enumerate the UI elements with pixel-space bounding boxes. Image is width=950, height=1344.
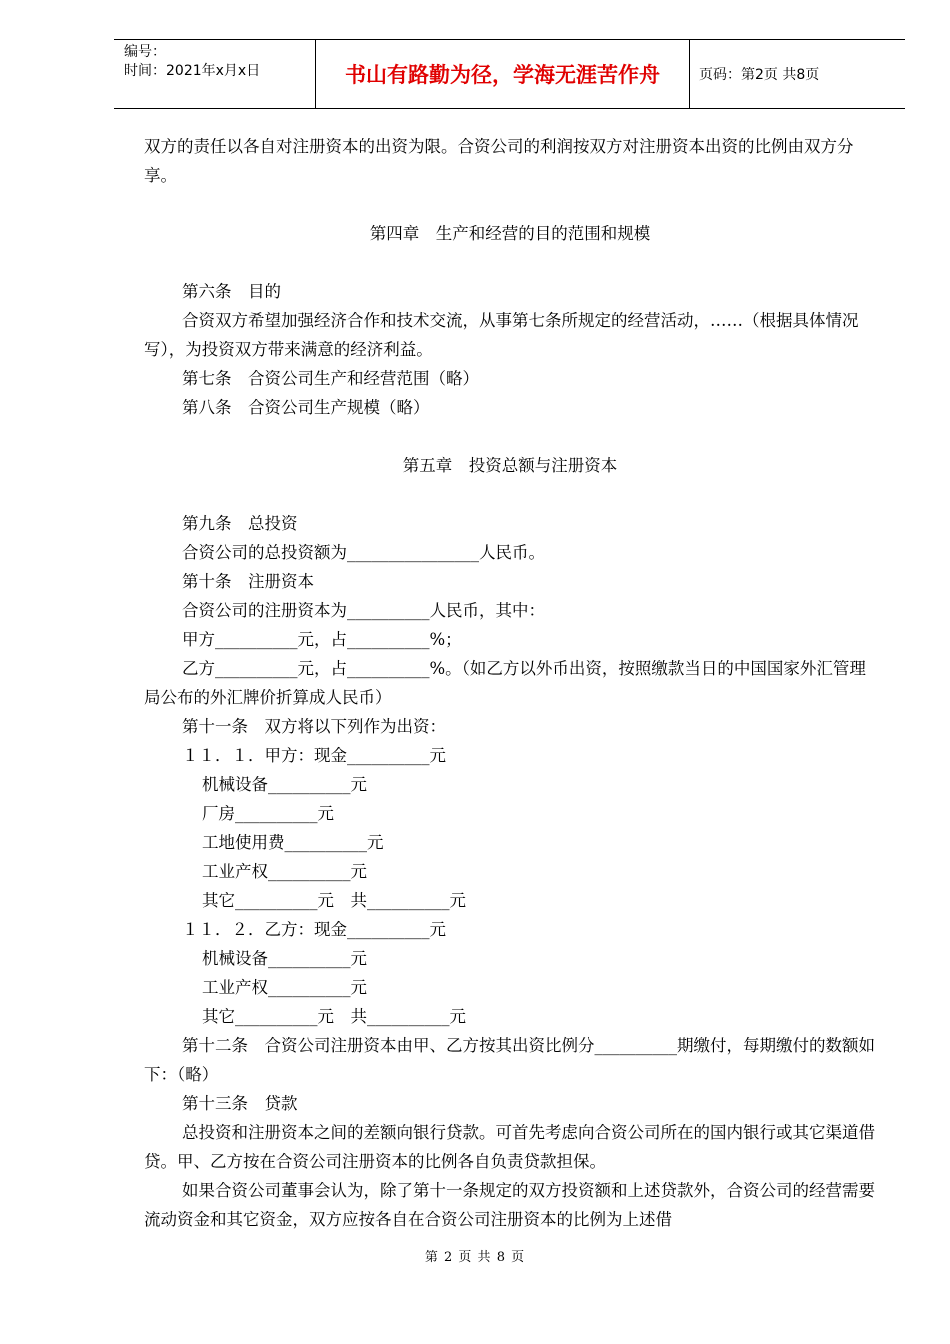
document-time-label: 时间：2021年x月x日 [124,63,261,79]
paragraph: 总投资和注册资本之间的差额向银行贷款。可首先考虑向合资公司所在的国内银行或其它渠道借贷。甲、乙方按在合资公司注册资本的比例各自负责贷款担保。 [144,1123,875,1171]
paragraph: 甲方__________元，占__________%； [182,630,462,649]
list-item: １１．２．乙方：现金__________元 [182,920,446,939]
chapter-heading: 第四章 生产和经营的目的范围和规模 [369,224,651,243]
list-item: 机械设备__________元 [202,775,367,794]
header-page-info: 页码：第2页 共8页 [699,67,820,83]
header-motto: 书山有路勤为径，学海无涯苦作舟 [316,40,690,108]
paragraph: 双方的责任以各自对注册资本的出资为限。合资公司的利润按双方对注册资本出资的比例由双方分享。 [144,137,854,185]
article-title: 第十条 注册资本 [182,572,314,591]
list-item: 其它__________元 共__________元 [202,891,466,910]
list-item: 其它__________元 共__________元 [202,1007,466,1026]
article-title: 第八条 合资公司生产规模（略） [182,398,430,417]
document-body [144,132,876,1234]
list-item: 厂房__________元 [202,804,334,823]
article-title: 第九条 总投资 [182,514,298,533]
chapter-heading: 第五章 投资总额与注册资本 [402,456,618,475]
article-title: 第七条 合资公司生产和经营范围（略） [182,369,479,388]
list-item: 工业产权__________元 [202,978,367,997]
document-number-label: 编号： [124,44,166,60]
paragraph: 合资公司的总投资额为________________人民币。 [182,543,545,562]
paragraph: 乙方__________元，占__________%。（如乙方以外币出资，按照缴款当日的中国国家外汇管理局公布的外汇牌价折算成人民币） [144,659,866,707]
page-header [114,39,905,109]
page-footer: 第 2 页 共 8 页 [424,1250,526,1265]
article-title: 第十三条 贷款 [182,1094,298,1113]
paragraph: 第十二条 合资公司注册资本由甲、乙方按其出资比例分__________期缴付，每期缴付的数额如下：（略） [144,1036,875,1084]
paragraph: 合资双方希望加强经济合作和技术交流，从事第七条所规定的经营活动，……（根据具体情况写），为投资双方带来满意的经济利益。 [144,311,859,359]
paragraph: 合资公司的注册资本为__________人民币，其中： [182,601,545,620]
paragraph: 如果合资公司董事会认为，除了第十一条规定的双方投资额和上述贷款外，合资公司的经营需要流动资金和其它资金，双方应按各自在合资公司注册资本的比例为上述借 [144,1181,875,1229]
article-title: 第六条 目的 [182,282,281,301]
list-item: 机械设备__________元 [202,949,367,968]
list-item: 工地使用费__________元 [202,833,384,852]
list-item: 工业产权__________元 [202,862,367,881]
list-item: １１．１．甲方：现金__________元 [182,746,446,765]
header-meta [114,40,316,108]
article-title: 第十一条 双方将以下列作为出资： [182,717,446,736]
